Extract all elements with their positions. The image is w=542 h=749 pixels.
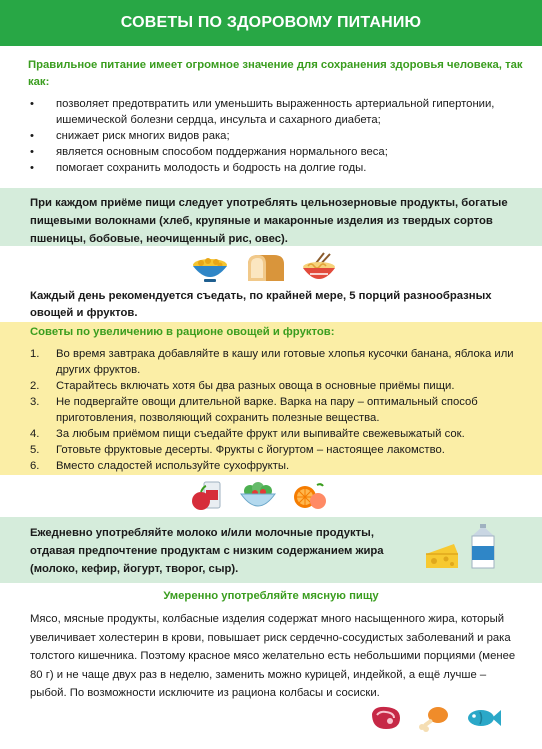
grain-text: При каждом приёме пищи следует употреблять цельнозерновые продукты, богатые пищевыми волокнами (хлеб, крупяные и макаронные изделия из твердых сортов пшеницы, бобовые, неочищенный рис, овес).: [30, 197, 508, 245]
meat-text: Мясо, мясные продукты, колбасные изделия содержат много насыщенного жира, который увеличивает холестерин в крови, повышает риск сердечно-сосудистых заболеваний и рака толстого кишечника. Поэтому красное мясо желательно есть небольшими порциями (менее 80 г) и не чаще двух раз в неделю, заменить можно курицей, индейкой, а ещё лучше – рыбой. По возможности исключите из рациона колбасы и сосиски.: [30, 613, 516, 700]
citrus-icon: [292, 480, 328, 512]
list-item-text: Старайтесь включать хотя бы два разных овоща в основные приёмы пищи.: [56, 380, 455, 392]
list-item-text: Вместо сладостей используйте сухофрукты.: [56, 460, 290, 472]
list-item-text: помогает сохранить молодость и бодрость на долгие годы.: [56, 162, 367, 174]
salad-bowl-icon: [238, 480, 278, 512]
grain-section: [0, 188, 542, 246]
noodle-bowl-icon: [300, 252, 338, 284]
list-item: [10, 128, 525, 144]
bullet: •: [30, 162, 34, 174]
dairy-icons: [424, 524, 500, 570]
list-item: [10, 394, 520, 426]
list-item: [10, 442, 520, 458]
list-number: 3.: [30, 396, 40, 408]
list-item: [10, 144, 525, 160]
page-title: СОВЕТЫ ПО ЗДОРОВОМУ ПИТАНИЮ: [120, 14, 422, 31]
bread-loaf-icon: [244, 252, 286, 284]
list-item: [10, 426, 520, 442]
list-item-text: является основным способом поддержания нормального веса;: [56, 146, 388, 158]
veg-heading: Советы по увеличению в рационе овощей и фруктов:: [30, 326, 335, 338]
benefits-list: [10, 96, 525, 176]
list-item: [10, 378, 520, 394]
dairy-text: Ежедневно употребляйте молоко и/или молочные продукты, отдавая предпочтение продуктам с низким содержанием жира (молоко, кефир, йогурт, творог, сыр).: [30, 527, 384, 575]
list-item-text: позволяет предотвратить или уменьшить выраженность артериальной гипертонии, ишемической болезни сердца, инсульта и сахарного диабета;: [56, 98, 495, 126]
list-number: 5.: [30, 444, 40, 456]
tips-list: [10, 346, 520, 474]
list-number: 6.: [30, 460, 40, 472]
list-number: 2.: [30, 380, 40, 392]
list-item-text: За любым приёмом пищи съедайте фрукт или выпивайте свежевыжатый сок.: [56, 428, 465, 440]
chicken-leg-icon: [418, 704, 450, 732]
list-item: [10, 96, 525, 128]
list-item: [10, 346, 520, 378]
steak-icon: [368, 704, 404, 732]
list-item: [10, 160, 525, 176]
title-banner: [0, 0, 542, 46]
list-item-text: Во время завтрака добавляйте в кашу или готовые хлопья кусочки банана, яблока или других фруктов.: [56, 348, 514, 376]
list-item-text: Не подвергайте овощи длительной варке. Варка на пару – оптимальный способ приготовления, позволяющий сохранить полезные вещества.: [56, 396, 478, 424]
list-item-text: снижает риск многих видов рака;: [56, 130, 230, 142]
list-item-text: Готовьте фруктовые десерты. Фрукты с йогуртом – настоящее лакомство.: [56, 444, 445, 456]
cheese-icon: [424, 540, 460, 570]
bullet: •: [30, 146, 34, 158]
grain-icons: [190, 252, 338, 284]
apple-juice-icon: [190, 480, 224, 512]
list-item: [10, 458, 520, 474]
cereal-bowl-icon: [190, 252, 230, 284]
bullet: •: [30, 98, 34, 110]
list-number: 4.: [30, 428, 40, 440]
list-number: 1.: [30, 348, 40, 360]
bullet: •: [30, 130, 34, 142]
fish-icon: [464, 704, 502, 732]
meat-heading: Умеренно употребляйте мясную пищу: [163, 590, 379, 602]
daily-text: Каждый день рекомендуется съедать, по крайней мере, 5 порций разнообразных овощей и фруктов.: [30, 290, 492, 319]
milk-carton-icon: [466, 524, 500, 570]
meat-icons: [368, 704, 502, 732]
intro-text: Правильное питание имеет огромное значение для сохранения здоровья человека, так как:: [28, 59, 523, 88]
fruit-icons: [190, 480, 328, 512]
veg-section: [0, 322, 542, 475]
